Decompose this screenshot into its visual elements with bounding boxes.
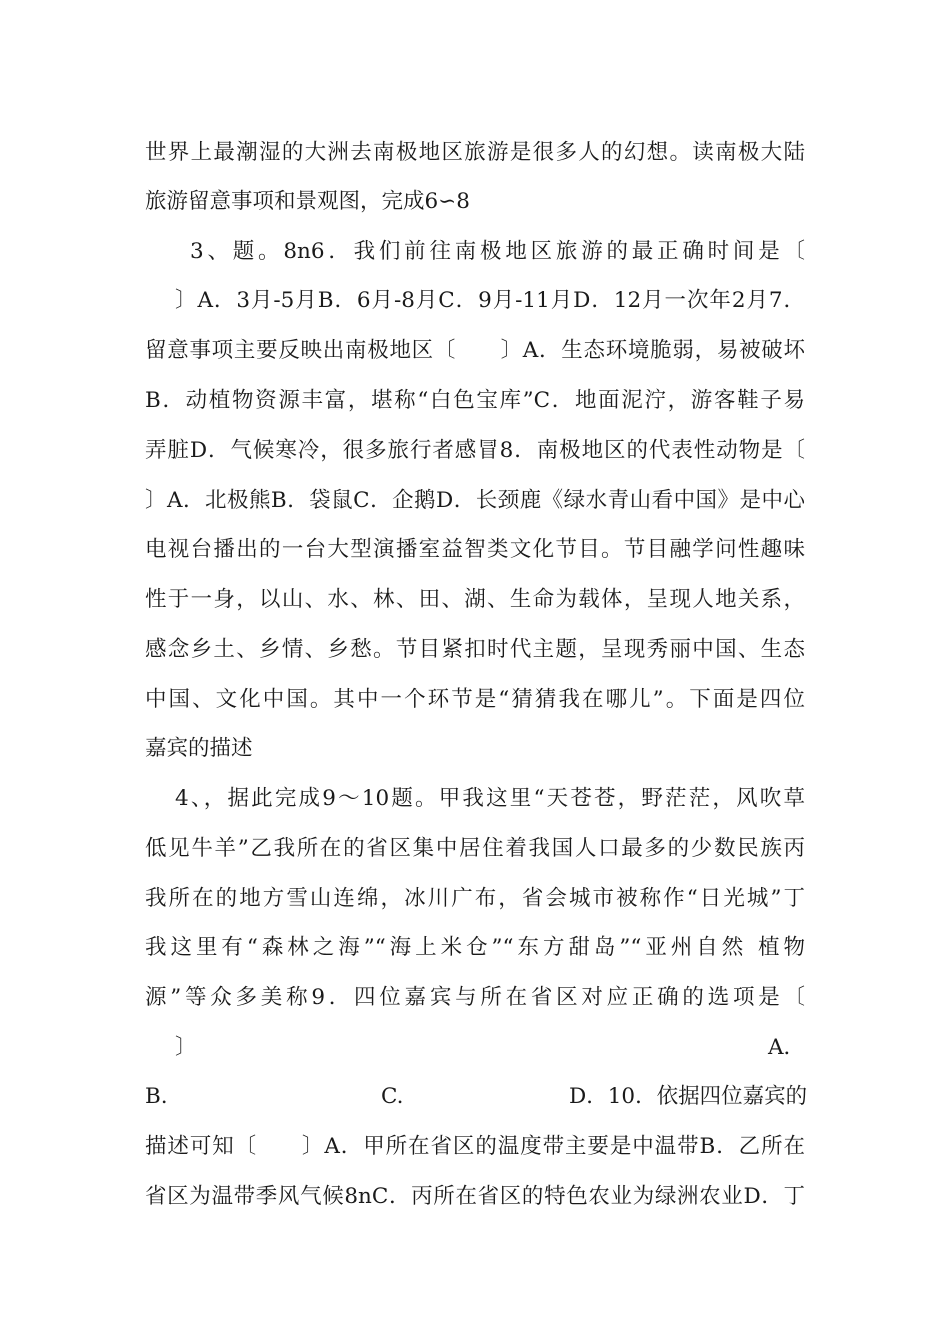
- text-line-2: 旅游留意事项和景观图，完成6∽8: [145, 189, 470, 214]
- text-line-7: 弄脏D．气候寒冷，很多旅行者感冒8．南极地区的代表性动物是〔: [145, 438, 805, 463]
- bracket-close: 〕: [175, 1035, 197, 1060]
- text-line-9: 电视台播出的一台大型演播室益智类文化节目。节目融学问性趣味: [145, 537, 805, 562]
- text-line-17: 我这里有“森林之海”“海上米仓”“东方甜岛”“亚州自然 植物: [145, 935, 805, 960]
- option-b-label: B.: [145, 1084, 168, 1109]
- text-line-13: 嘉宾的描述: [145, 736, 253, 761]
- text-line-18: 源”等众多美称9．四位嘉宾与所在省区对应正确的选项是〔: [145, 985, 805, 1010]
- text-line-21: 描述可知〔 〕A．甲所在省区的温度带主要是中温带B．乙所在: [145, 1134, 805, 1159]
- text-line-4: 〕A．3月-5月B．6月-8月C．9月-11月D．12月一次年2月7．: [175, 288, 805, 313]
- text-line-3: 3、题。8n6．我们前往南极地区旅游的最正确时间是〔: [190, 239, 805, 264]
- text-line-11: 感念乡土、乡情、乡愁。节目紧扣时代主题，呈现秀丽中国、生态: [145, 637, 805, 662]
- option-d-text: D．10．依据四位嘉宾的: [569, 1084, 808, 1109]
- option-c-label: C.: [381, 1084, 404, 1109]
- text-line-5: 留意事项主要反映出南极地区〔 〕A．生态环境脆弱，易被破坏: [145, 338, 805, 363]
- text-line-12: 中国、文化中国。其中一个环节是“猜猜我在哪儿”。下面是四位: [145, 687, 805, 712]
- text-line-10: 性于一身，以山、水、林、田、湖、生命为载体，呈现人地关系，: [145, 587, 805, 612]
- text-line-16: 我所在的地方雪山连绵，冰川广布，省会城市被称作“日光城”丁: [145, 886, 805, 911]
- text-line-1: 世界上最潮湿的大洲去南极地区旅游是很多人的幻想。读南极大陆: [145, 140, 805, 165]
- option-a-label: A．: [767, 1035, 805, 1060]
- text-line-6: B．动植物资源丰富，堪称“白色宝库”C．地面泥泞，游客鞋子易: [145, 388, 805, 413]
- text-line-14: 4、，据此完成9～10题。甲我这里“天苍苍，野茫茫，风吹草: [175, 786, 805, 811]
- text-line-19: [175, 1033, 805, 1063]
- text-line-22: 省区为温带季风气候8nC．丙所在省区的特色农业为绿洲农业D．丁: [145, 1184, 805, 1209]
- text-line-8: 〕A．北极熊B．袋鼠C．企鹅D．长颈鹿《绿水青山看中国》是中心: [145, 488, 805, 513]
- text-line-15: 低见牛羊”乙我所在的省区集中居住着我国人口最多的少数民族丙: [145, 836, 805, 861]
